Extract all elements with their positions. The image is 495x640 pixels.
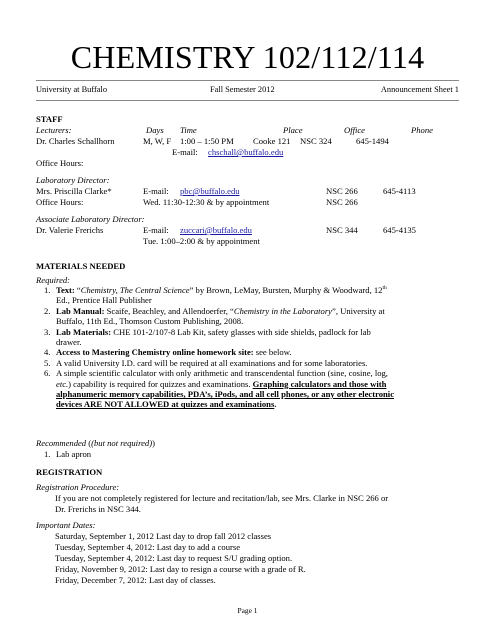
lab-director-office-hours-label: Office Hours: [36,197,84,207]
lab-director-office: NSC 266 [326,186,358,196]
lab-manual-title: Chemistry in the Laboratory [233,305,332,316]
lab-manual-publisher-b: Buffalo, 11th Ed., Thomson Custom Publishing, 2008. [56,316,244,327]
lab-manual-publisher-a: ”, University at [332,305,385,316]
lecturer-office: NSC 324 [300,136,332,146]
staff-col-days: Days [146,125,164,135]
textbook-authors: ” by Brown, LeMay, Bursten, Murphy & Woodward, 12 [189,285,383,295]
assoc-lab-director-email-link[interactable]: zuccari@buffalo.edu [180,225,252,235]
subheader-university: University at Buffalo [36,85,108,94]
list-number: 1. [44,449,51,459]
important-dates-label: Important Dates: [36,520,96,530]
lab-apron-text: Lab apron [56,449,92,459]
mastering-chemistry-text: see below. [253,347,292,358]
mastering-chemistry-label: Access to Mastering Chemistry online homework site: [56,347,254,358]
assoc-lab-director-phone: 645-4135 [383,225,416,235]
lab-director-office-hours: Wed. 11:30-12:30 & by appointment [143,197,270,207]
staff-col-phone: Phone [411,125,433,135]
assoc-lab-director-label: Associate Laboratory Director: [36,214,145,224]
list-item [44,358,462,368]
lecturer-office-hours-label: Office Hours: [36,158,84,168]
list-item [44,347,462,357]
lab-director-label: Laboratory Director: [36,175,110,185]
calculator-warning-3: devices ARE NOT ALLOWED at quizzes and examinations [56,399,275,410]
assoc-lab-director-email-label: E-mail: [143,225,169,235]
calculator-warning-2: alphanumeric memory capabilities, PDA’s, iPods, and all cell phones, or any other electronic [56,389,395,400]
list-number: 3. [44,326,51,337]
lecturer-time: 1:00 – 1:50 PM [180,136,234,146]
staff-col-place: Place [283,125,303,135]
header-rule-bottom [36,100,459,101]
list-item [44,306,462,327]
lecturer-email-label: E-mail: [172,147,198,157]
list-item [44,327,462,348]
registration-procedure-line-1: If you are not completely registered for lecture and recitation/lab, see Mrs. Clarke in NSC 266 or [55,493,389,503]
lab-manual-label: Lab Manual: [56,305,105,316]
lab-materials-text: CHE 101-2/107-8 Lab Kit, safety glasses with side shields, padlock for lab [111,326,371,337]
assoc-lab-director-office: NSC 344 [326,225,358,235]
list-item [44,449,462,459]
list-number: 5. [44,357,51,368]
text-label: Text: [56,285,75,295]
lab-materials-label: Lab Materials: [56,326,112,337]
important-date-item: Tuesday, September 4, 2012: Last day to request S/U grading option. [55,553,293,563]
list-item [44,285,462,306]
lab-director-name: Mrs. Priscilla Clarke* [36,186,112,196]
materials-heading: MATERIALS NEEDED [36,261,126,271]
textbook-title: Chemistry, The Central Science [80,285,190,295]
recommended-note: (but not required) [91,438,153,448]
list-number: 4. [44,347,51,358]
lab-director-email-link[interactable]: pbc@buffalo.edu [180,186,240,196]
calculator-text-1: A simple scientific calculator with only arithmetic and transcendental function (sine, cosine, log, [56,368,388,379]
important-date-item: Friday, December 7, 2012: Last day of classes. [55,575,216,585]
important-date-item: Friday, November 9, 2012: Last day to resign a course with a grade of R. [55,564,306,574]
required-label: Required: [36,275,71,285]
university-id-text: A valid University I.D. card will be required at all examinations and for some laboratories. [56,357,368,368]
subheader-semester: Fall Semester 2012 [210,85,275,94]
lab-manual-authors: Scaife, Beachley, and Allendoerfer, “ [104,305,234,316]
calculator-text-2: ) capability is required for quizzes and examinations. [68,378,251,389]
staff-col-lecturers: Lecturers: [36,125,72,135]
staff-heading: STAFF [36,114,63,124]
registration-procedure-line-2: Dr. Frerichs in NSC 344. [55,504,141,514]
lecturer-place: Cooke 121 [253,136,291,146]
textbook-publisher: Ed., Prentice Hall Publisher [56,295,152,306]
lab-director-office-2: NSC 266 [326,197,358,207]
assoc-lab-director-name: Dr. Valerie Frerichs [36,225,104,235]
list-number: 2. [44,305,51,316]
calculator-etc: etc. [56,378,69,389]
edition-superscript: th [382,285,387,292]
lecturer-phone: 645-1494 [356,136,389,146]
assoc-lab-director-hours: Tue. 1:00–2:00 & by appointment [143,236,260,246]
recommended-label: Recommended [36,438,87,448]
page-number: Page 1 [237,606,258,615]
list-number: 6. [44,368,51,379]
staff-col-time: Time [180,125,197,135]
recommended-list [44,449,462,459]
recommended-line: Recommended ((but not required)) [36,438,155,448]
registration-heading: REGISTRATION [36,467,103,477]
calculator-period: . [274,399,277,410]
required-list [44,285,462,410]
list-item [44,368,462,410]
registration-procedure-label: Registration Procedure: [36,482,120,492]
list-number: 1. [44,285,51,295]
lab-director-email-label: E-mail: [143,186,169,196]
lecturer-days: M, W, F [143,136,172,146]
text-quote-open: “ [74,285,81,295]
staff-col-office: Office [344,125,365,135]
lecturer-name: Dr. Charles Schallhorn [36,136,115,146]
lab-director-phone: 645-4113 [383,186,416,196]
important-date-item: Tuesday, September 4, 2012: Last day to add a course [55,542,241,552]
subheader-sheet: Announcement Sheet 1 [380,85,459,94]
header-rule-top [36,80,459,81]
lecturer-email-link[interactable]: chschall@buffalo.edu [208,147,284,157]
lab-materials-text-2: drawer. [56,337,82,348]
page-title: CHEMISTRY 102/112/114 [70,39,425,75]
calculator-warning-1: Graphing calculators and those with [252,378,387,389]
important-date-item: Saturday, September 1, 2012 Last day to drop fall 2012 classes [55,531,272,541]
